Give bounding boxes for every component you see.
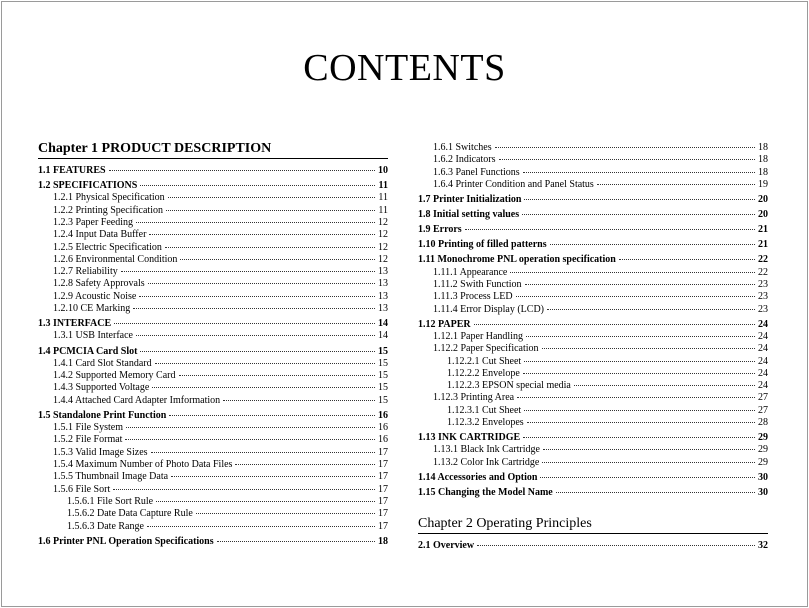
dot-leader (217, 541, 375, 542)
toc-right-column (418, 140, 768, 552)
toc-entry-page: 23 (758, 291, 768, 303)
dot-leader (517, 397, 755, 398)
dot-leader (179, 375, 376, 376)
toc-entry[interactable] (38, 217, 388, 229)
toc-entry-title: 1.6 Printer PNL Operation Specifications (38, 535, 214, 547)
toc-entry-title: 1.11.3 Process LED (433, 291, 513, 303)
toc-entry[interactable] (38, 192, 388, 204)
toc-entry-page: 30 (758, 486, 768, 498)
toc-entry-page: 29 (758, 432, 768, 444)
toc-entry[interactable] (38, 165, 388, 177)
dot-leader (619, 259, 755, 260)
toc-entry-title: 1.3.1 USB Interface (53, 330, 133, 342)
toc-entry-page: 15 (378, 394, 388, 406)
toc-entry[interactable] (418, 444, 768, 456)
toc-entry-page: 13 (378, 303, 388, 315)
toc-entry-title: 1.11.2 Swith Function (433, 278, 522, 290)
toc-entry-page: 15 (378, 357, 388, 369)
toc-entry-page: 24 (758, 343, 768, 355)
toc-entry[interactable] (418, 239, 768, 251)
toc-entry-page: 14 (378, 318, 388, 330)
dot-leader (121, 271, 375, 272)
toc-entry-title: 1.2.7 Reliability (53, 266, 118, 278)
dot-leader (543, 449, 755, 450)
dot-leader (113, 489, 375, 490)
toc-entry[interactable] (418, 472, 768, 484)
dot-leader (523, 437, 755, 438)
toc-entry-title: 1.12.3.2 Envelopes (447, 417, 524, 429)
toc-entry-title: 1.11.4 Error Display (LCD) (433, 303, 544, 315)
dot-leader (526, 336, 755, 337)
toc-entry-page: 24 (758, 330, 768, 342)
toc-entry-page: 11 (378, 180, 388, 192)
toc-entry-title: 1.2.10 CE Marking (53, 303, 131, 315)
toc-entry[interactable] (38, 330, 388, 342)
dot-leader (169, 415, 375, 416)
toc-entry[interactable] (418, 142, 768, 154)
toc-entry-page: 13 (378, 278, 388, 290)
toc-entry[interactable] (418, 392, 768, 404)
toc-entry-title: 1.2.3 Paper Feeding (53, 216, 133, 228)
chapter-heading: Chapter 2 Operating Principles (418, 515, 768, 534)
dot-leader (542, 462, 755, 463)
toc-entry-title: 1.5 Standalone Print Function (38, 409, 167, 421)
toc-entry[interactable] (38, 508, 388, 520)
toc-entry-title: 1.4.4 Attached Card Adapter Imformation (53, 394, 221, 406)
dot-leader (166, 210, 375, 211)
dot-leader (516, 296, 755, 297)
dot-leader (524, 410, 755, 411)
dot-leader (140, 185, 375, 186)
toc-entry-title: 1.4.3 Supported Voltage (53, 382, 150, 394)
toc-entry-title: 1.4 PCMCIA Card Slot (38, 345, 138, 357)
dot-leader (477, 545, 755, 546)
toc-entry[interactable] (38, 180, 388, 192)
toc-entry-title: 1.13 INK CARTRIDGE (418, 432, 521, 444)
toc-entry-page: 14 (378, 330, 388, 342)
toc-entry[interactable] (38, 422, 388, 434)
toc-entry-title: 1.12.2 Paper Specification (433, 343, 539, 355)
toc-entry-title: 1.1 FEATURES (38, 165, 106, 176)
dot-leader (542, 348, 755, 349)
toc-entry-page: 17 (378, 483, 388, 495)
dot-leader (136, 335, 375, 336)
toc-entry-page: 24 (758, 367, 768, 379)
toc-entry[interactable] (418, 279, 768, 291)
toc-entry-title: 1.14 Accessories and Option (418, 471, 538, 483)
toc-entry-page: 15 (378, 370, 388, 382)
dot-leader (547, 309, 755, 310)
dot-leader (235, 464, 375, 465)
dot-leader (156, 501, 375, 502)
toc-entry-page: 15 (378, 345, 388, 357)
dot-leader (510, 272, 755, 273)
toc-entry[interactable] (418, 457, 768, 469)
dot-leader (125, 439, 375, 440)
toc-entry[interactable] (418, 194, 768, 206)
toc-entry-title: 1.2.2 Printing Specification (53, 204, 163, 216)
dot-leader (180, 259, 375, 260)
dot-leader (495, 147, 755, 148)
toc-entry-title: 1.6.2 Indicators (433, 154, 496, 166)
toc-entry-page: 22 (758, 266, 768, 278)
toc-entry[interactable] (38, 471, 388, 483)
toc-entry-title: 1.2.1 Physical Specification (53, 192, 165, 204)
toc-entry-page: 12 (378, 241, 388, 253)
toc-left-column (38, 140, 388, 548)
toc-entry[interactable] (38, 318, 388, 330)
toc-entry[interactable] (38, 266, 388, 278)
toc-entry-title: 1.4.2 Supported Memory Card (53, 370, 176, 382)
toc-entry-page: 16 (378, 434, 388, 446)
toc-entry-title: 1.6.3 Panel Functions (433, 166, 520, 178)
toc-entry-page: 29 (758, 456, 768, 468)
toc-entry-page: 29 (758, 444, 768, 456)
dot-leader (149, 234, 375, 235)
dot-leader (136, 222, 375, 223)
toc-entry[interactable] (418, 380, 768, 392)
toc-entry-title: 1.5.6.3 Date Range (67, 520, 144, 532)
toc-entry[interactable] (38, 521, 388, 533)
toc-entry-page: 19 (758, 178, 768, 190)
dot-leader (527, 422, 755, 423)
toc-entry-title: 1.12.2.1 Cut Sheet (447, 355, 522, 367)
toc-entry[interactable] (38, 254, 388, 266)
toc-entry[interactable] (38, 358, 388, 370)
dot-leader (525, 284, 755, 285)
dot-leader (574, 385, 755, 386)
toc-entry-page: 18 (758, 166, 768, 178)
toc-entry-title: 1.6.4 Printer Condition and Panel Status (433, 178, 594, 190)
toc-entry[interactable] (418, 331, 768, 343)
toc-entry[interactable] (38, 434, 388, 446)
dot-leader (152, 387, 375, 388)
dot-leader (165, 247, 375, 248)
toc-entry-title: 1.12.3 Printing Area (433, 392, 515, 404)
toc-entry[interactable] (38, 410, 388, 422)
toc-entry-title: 1.10 Printing of filled patterns (418, 239, 547, 251)
toc-entry[interactable] (38, 447, 388, 459)
dot-leader (597, 184, 755, 185)
toc-entry[interactable] (418, 254, 768, 266)
dot-leader (151, 452, 375, 453)
toc-entry-page: 18 (758, 154, 768, 166)
toc-entry-title: 1.2 SPECIFICATIONS (38, 180, 138, 192)
toc-entry[interactable] (38, 496, 388, 508)
toc-entry[interactable] (418, 209, 768, 221)
toc-entry-page: 11 (378, 192, 388, 204)
toc-entry-title: 1.5.6.2 Date Data Capture Rule (67, 508, 193, 520)
toc-entry-page: 17 (378, 446, 388, 458)
dot-leader (522, 214, 755, 215)
toc-entry-title: 1.12.3.1 Cut Sheet (447, 404, 522, 416)
toc-entry-page: 11 (378, 204, 388, 216)
dot-leader (126, 427, 375, 428)
toc-entry-page: 23 (758, 303, 768, 315)
toc-entry-title: 1.5.2 File Format (53, 434, 123, 446)
toc-entry-page: 12 (378, 216, 388, 228)
dot-leader (155, 363, 375, 364)
dot-leader (171, 476, 375, 477)
dot-leader (223, 400, 375, 401)
toc-entry-page: 13 (378, 290, 388, 302)
toc-entry-title: 1.11 Monochrome PNL operation specification (418, 254, 616, 266)
toc-entry-title: 1.4.1 Card Slot Standard (53, 357, 152, 369)
toc-entry-title: 1.13.2 Color Ink Cartridge (433, 456, 540, 468)
dot-leader (168, 197, 375, 198)
toc-entry-title: 1.6.1 Switches (433, 142, 492, 153)
toc-entry[interactable] (38, 205, 388, 217)
toc-entry-title: 1.2.8 Safety Approvals (53, 278, 145, 290)
toc-entry[interactable] (38, 291, 388, 303)
dot-leader (474, 324, 755, 325)
toc-entry[interactable] (38, 229, 388, 241)
toc-entry-page: 15 (378, 382, 388, 394)
dot-leader (523, 373, 755, 374)
toc-entry-title: 1.12.2.3 EPSON special media (447, 380, 571, 392)
toc-entry[interactable] (418, 154, 768, 166)
dot-leader (499, 159, 756, 160)
toc-entry-page: 24 (758, 318, 768, 330)
toc-entry-title: 1.9 Errors (418, 224, 462, 236)
toc-entry-page: 16 (378, 409, 388, 421)
toc-entry-page: 20 (758, 193, 768, 205)
dot-leader (140, 351, 375, 352)
dot-leader (114, 323, 375, 324)
toc-entry[interactable] (418, 417, 768, 429)
toc-entry-page: 24 (758, 355, 768, 367)
dot-leader (524, 199, 755, 200)
toc-entry-page: 17 (378, 508, 388, 520)
toc-entry[interactable] (418, 368, 768, 380)
toc-entry-title: 1.12 PAPER (418, 318, 471, 330)
toc-entry[interactable] (38, 382, 388, 394)
toc-entry-page: 17 (378, 459, 388, 471)
dot-leader (196, 513, 375, 514)
toc-entry[interactable] (418, 224, 768, 236)
toc-entry-title: 1.2.5 Electric Specification (53, 241, 162, 253)
dot-leader (556, 492, 755, 493)
toc-entry-page: 23 (758, 278, 768, 290)
toc-entry-title: 1.15 Changing the Model Name (418, 486, 553, 498)
toc-entry-title: 1.12.1 Paper Handling (433, 330, 523, 342)
dot-leader (540, 477, 755, 478)
dot-leader (524, 361, 755, 362)
toc-entry[interactable] (418, 319, 768, 331)
toc-entry-title: 1.12.2.2 Envelope (447, 367, 520, 379)
chapter-heading: Chapter 1 PRODUCT DESCRIPTION (38, 140, 388, 159)
dot-leader (148, 283, 375, 284)
toc-entry-page: 16 (378, 422, 388, 434)
toc-entry-title: 1.5.1 File System (53, 422, 124, 434)
toc-entry-title: 1.11.1 Appearance (433, 266, 508, 278)
toc-entry-page: 17 (378, 471, 388, 483)
toc-entry-title: 1.2.9 Acoustic Noise (53, 290, 137, 302)
toc-entry[interactable] (38, 346, 388, 358)
toc-entry[interactable] (38, 484, 388, 496)
toc-entry[interactable] (418, 356, 768, 368)
toc-entry[interactable] (418, 179, 768, 191)
toc-entry-page: 27 (758, 404, 768, 416)
dot-leader (109, 170, 375, 171)
dot-leader (147, 526, 375, 527)
dot-leader (139, 296, 375, 297)
toc-entry-title: 1.5.3 Valid Image Sizes (53, 446, 148, 458)
toc-entry[interactable] (38, 278, 388, 290)
toc-entry-page: 12 (378, 229, 388, 241)
page-title: CONTENTS (303, 47, 506, 89)
toc-entry-title: 1.8 Initial setting values (418, 209, 520, 221)
toc-entry-page: 21 (758, 224, 768, 236)
toc-entry-page: 10 (378, 165, 388, 176)
toc-entry-page: 32 (758, 540, 768, 552)
dot-leader (523, 172, 755, 173)
toc-entry[interactable] (38, 459, 388, 471)
toc-entry-title: 1.2.4 Input Data Buffer (53, 229, 147, 241)
toc-entry[interactable] (418, 343, 768, 355)
toc-entry[interactable] (38, 536, 388, 548)
toc-entry-page: 18 (378, 535, 388, 547)
toc-entry[interactable] (418, 432, 768, 444)
dot-leader (550, 244, 755, 245)
toc-entry[interactable] (418, 267, 768, 279)
toc-entry-page: 17 (378, 520, 388, 532)
toc-entry-page: 13 (378, 266, 388, 278)
toc-entry-page: 18 (758, 142, 768, 153)
toc-entry-title: 1.5.6 File Sort (53, 483, 111, 495)
toc-entry-title: 1.5.5 Thumbnail Image Data (53, 471, 169, 483)
toc-entry[interactable] (38, 303, 388, 315)
toc-entry-page: 21 (758, 239, 768, 251)
toc-entry[interactable] (418, 487, 768, 499)
toc-entry-page: 22 (758, 254, 768, 266)
toc-entry-page: 30 (758, 471, 768, 483)
toc-entry-page: 24 (758, 380, 768, 392)
toc-entry-page: 12 (378, 253, 388, 265)
toc-entry[interactable] (418, 167, 768, 179)
toc-entry-title: 1.2.6 Environmental Condition (53, 253, 178, 265)
toc-entry[interactable] (418, 304, 768, 316)
toc-entry-title: 1.5.6.1 File Sort Rule (67, 495, 154, 507)
toc-entry[interactable] (38, 395, 388, 407)
toc-entry-page: 20 (758, 209, 768, 221)
toc-entry-title: 2.1 Overview (418, 540, 475, 552)
toc-entry-title: 1.5.4 Maximum Number of Photo Data Files (53, 459, 233, 471)
toc-entry[interactable] (418, 540, 768, 552)
toc-entry-page: 27 (758, 392, 768, 404)
toc-entry[interactable] (418, 405, 768, 417)
toc-entry[interactable] (38, 370, 388, 382)
toc-entry-title: 1.3 INTERFACE (38, 318, 112, 330)
toc-entry-title: 1.7 Printer Initialization (418, 193, 522, 205)
toc-entry-title: 1.13.1 Black Ink Cartridge (433, 444, 540, 456)
dot-leader (465, 229, 755, 230)
toc-entry[interactable] (418, 291, 768, 303)
toc-entry-page: 17 (378, 495, 388, 507)
toc-entry-page: 28 (758, 417, 768, 429)
toc-entry[interactable] (38, 242, 388, 254)
dot-leader (133, 308, 375, 309)
